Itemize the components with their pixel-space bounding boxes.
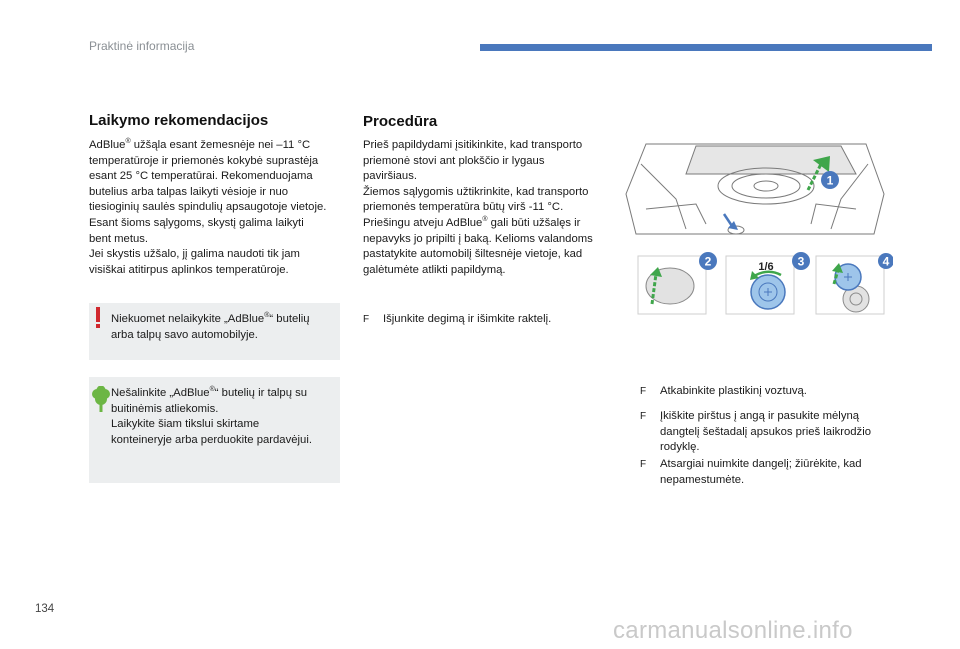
header-bar — [480, 44, 932, 51]
warning-text: Niekuomet nelaikykite „AdBlue®“ butelių arba talpų savo automobilyje. — [111, 312, 310, 341]
bullet-unclip-valve — [640, 384, 910, 402]
watermark: carmanualsonline.info — [613, 617, 853, 644]
bullet-text: Atkabinkite plastikinį voztuvą. — [660, 385, 807, 397]
tree-icon — [91, 386, 111, 414]
environment-note — [89, 377, 340, 483]
bullet-marker: F — [640, 411, 647, 422]
bullet-marker: F — [640, 459, 647, 470]
step-label-2: 2 — [704, 254, 712, 269]
procedure-heading: Procedūra — [363, 113, 438, 130]
exclamation-icon — [93, 307, 103, 329]
bullet-text: Įkiškite pirštus į angą ir pasukite mėlyną dangtelį šeštadalį apsukos prieš laikrodžio rodyklę. — [660, 410, 871, 454]
step-label-1: 1 — [826, 173, 834, 188]
bullet-turn-cap — [640, 409, 910, 457]
page-number: 134 — [35, 603, 55, 615]
trunk-illustration — [616, 134, 893, 319]
bullet-remove-cap — [640, 457, 910, 491]
fraction-label: 1/6 — [758, 261, 774, 273]
warning-note — [89, 303, 340, 360]
step-label-4: 4 — [882, 254, 890, 269]
procedure-paragraph: Prieš papildydami įsitikinkite, kad transporto priemonė stovi ant plokščio ir lygaus paviršiaus. Žiemos sąlygomis užtikrinkite, kad transporto priemonės temperatūra būtų virš -11 °C. Priešingu atveju AdBlue® gali būti užšalęs ir nepavyks jo pripilti į baką. Kelioms valandoms pastatykite automobilį šiltesnėje vietoje, kad galėtumėte atlikti papildymą. — [363, 139, 593, 276]
storage-heading: Laikymo rekomendacijos — [89, 112, 269, 129]
bullet-text: Išjunkite degimą ir išimkite raktelį. — [383, 313, 552, 325]
step-label-3: 3 — [797, 254, 805, 269]
bullet-marker: F — [363, 314, 370, 325]
header-section-title: Praktinė informacija — [89, 39, 195, 53]
bullet-ignition — [363, 312, 613, 330]
environment-text: Nešalinkite „AdBlue®“ butelių ir talpų su buitinėmis atliekomis. Laikykite šiam tikslui skirtame konteineryje arba perduokite pardavėjui. — [111, 386, 312, 446]
storage-paragraph: AdBlue® užšąla esant žemesnėje nei –11 °C temperatūroje ir priemonės kokybė suprastėja esant 25 °C temperatūrai. Rekomenduojama butelius arba talpas laikyti vėsioje ir nuo tiesioginių saulės spindulių apsaugotoje vietoje. Esant šioms sąlygoms, skystį galima laikyti bent metus. Jei skystis užšalo, jį galima naudoti tik jam visiškai atitirpus aplinkos temperatūroje. — [89, 138, 327, 276]
bullet-text: Atsargiai nuimkite dangelį; žiūrėkite, kad nepamestumėte. — [660, 458, 862, 486]
bullet-marker: F — [640, 386, 647, 397]
